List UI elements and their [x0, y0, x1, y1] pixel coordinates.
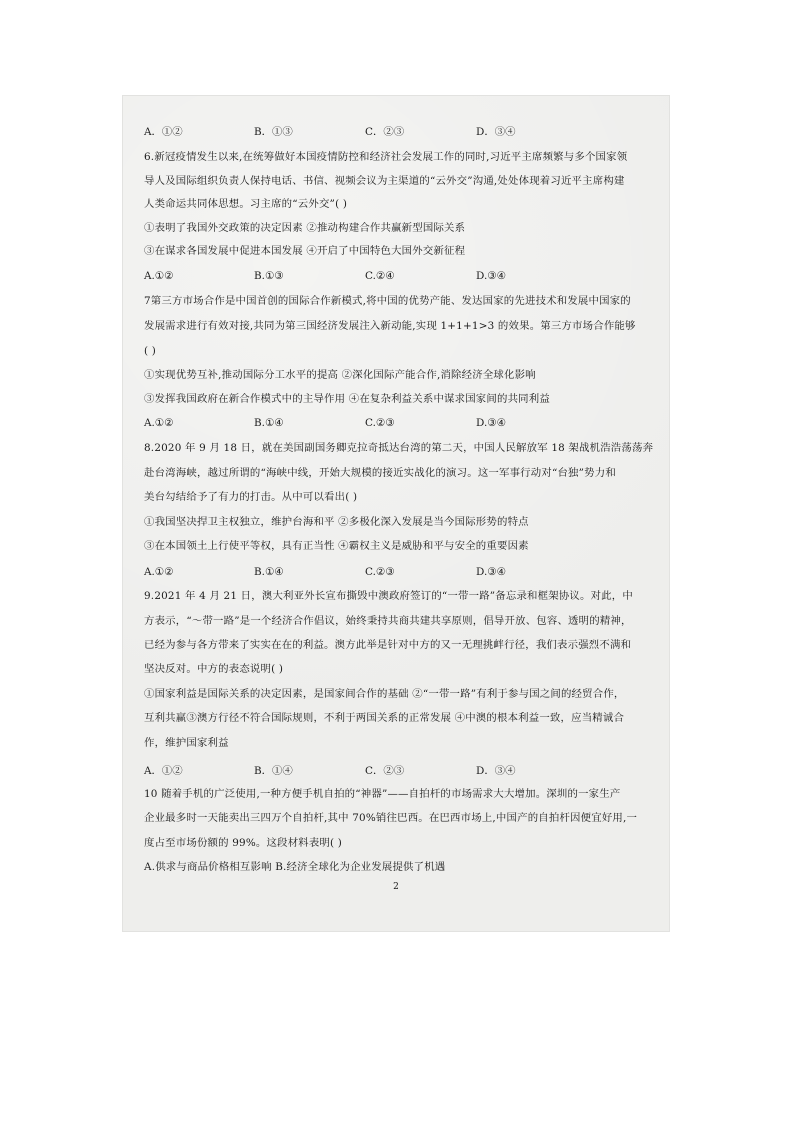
q9-statements-3: 作，维护国家利益 — [144, 737, 229, 749]
scanned-exam-page — [123, 96, 669, 931]
option-d: D.③④ — [476, 270, 506, 282]
q9-stem-line-2: 方表示，“～带一路”是一个经济合作倡议，始终秉持共商共建共享原则，倡导开放、包容、透明的精神， — [144, 615, 632, 627]
option-d: D．③④ — [476, 765, 516, 777]
q8-stem-line-1: 8.2020 年 9 月 18 日，就在美国副国务卿克拉奇抵达台湾的第二天，中国人民解放军 18 架战机浩浩荡荡奔 — [144, 442, 654, 454]
q9-options — [144, 762, 654, 776]
q9-statements-1: ①国家利益是国际关系的决定因素，是国家间合作的基础 ②“一带一路”有利于参与国之间的经贸合作， — [144, 688, 625, 700]
option-a: A．①② — [144, 765, 183, 777]
q8-statements-1: ①我国坚决捍卫主权独立，维护台海和平 ②多极化深入发展是当今国际形势的特点 — [144, 516, 529, 528]
q10-stem-line-2: 企业最多时一天能卖出三四万个自拍杆,其中 70%销往巴西。在巴西市场上,中国产的自拍杆因便宜好用,一 — [144, 812, 638, 824]
q7-stem-line-2: 发展需求进行有效对接,共同为第三国经济发展注入新动能,实现 1+1+1>3 的效果。第三方市场合作能够 — [144, 320, 636, 332]
option-b: B.①③ — [254, 270, 284, 282]
option-b: B．①④ — [254, 765, 293, 777]
q8-statements-2: ③在本国领土上行使平等权，具有正当性 ④霸权主义是威胁和平与安全的重要因素 — [144, 540, 529, 552]
q9-stem-line-3: 已经为参与各方带来了实实在在的利益。澳方此举是针对中方的又一无理挑衅行径，我们表示强烈不满和 — [144, 639, 632, 651]
q7-stem-line-1: 7第三方市场合作是中国首创的国际合作新模式,将中国的优势产能、发达国家的先进技术和发展中国家的 — [144, 295, 631, 307]
option-c: C.②③ — [365, 417, 395, 429]
q6-statements-1: ①表明了我国外交政策的决定因素 ②推动构建合作共赢新型国际关系 — [144, 222, 466, 234]
option-a: A.①② — [144, 270, 174, 282]
q10-stem-line-1: 10 随着手机的广泛使用,一种方便手机自拍的“神器”——自拍杆的市场需求大大增加。深圳的一家生产 — [144, 788, 621, 800]
q8-options — [144, 566, 654, 580]
option-b: B.①④ — [254, 566, 284, 578]
q9-statements-2: 互利共赢③澳方行径不符合国际规则，不利于两国关系的正常发展 ④中澳的根本利益一致，应当精诚合 — [144, 712, 625, 724]
option-a: A.①② — [144, 566, 174, 578]
q6-stem-line-1: 6.新冠疫情发生以来,在统筹做好本国疫情防控和经济社会发展工作的同时,习近平主席频繁与多个国家领 — [144, 151, 628, 163]
option-c: C.②④ — [365, 270, 395, 282]
q6-stem-line-3: 人类命运共同体思想。习主席的“云外交”( ) — [144, 198, 348, 210]
q6-options — [144, 270, 654, 284]
option-a: A.①② — [144, 417, 174, 429]
q6-statements-2: ③在谋求各国发展中促进本国发展 ④开启了中国特色大国外交新征程 — [144, 245, 466, 257]
option-c: C.②③ — [365, 566, 395, 578]
q7-statements-1: ①实现优势互补,推动国际分工水平的提高 ②深化国际产能合作,消除经济全球化影响 — [144, 369, 536, 381]
option-b: B.①④ — [254, 417, 284, 429]
option-d: D．③④ — [476, 126, 516, 138]
options-row-prev — [144, 123, 654, 137]
q6-stem-line-2: 导人及国际组织负责人保持电话、书信、视频会议为主渠道的“云外交”沟通,处处体现着习近平主席构建 — [144, 175, 625, 187]
q8-stem-line-3: 美台勾结给予了有力的打击。从中可以看出( ) — [144, 491, 358, 503]
q7-options — [144, 417, 654, 431]
q9-stem-line-1: 9.2021 年 4 月 21 日，澳大利亚外长宣布撕毁中澳政府签订的“一带一路”备忘录和框架协议。对此，中 — [144, 590, 633, 602]
option-b: B．①③ — [254, 126, 293, 138]
q7-statements-2: ③发挥我国政府在新合作模式中的主导作用 ④在复杂利益关系中谋求国家间的共同利益 — [144, 393, 550, 405]
q8-stem-line-2: 赴台湾海峡，越过所谓的“海峡中线，开始大规模的接近实战化的演习。这一军事行动对“台独”势力和 — [144, 467, 616, 479]
q10-options-ab: A.供求与商品价格相互影响 B.经济全球化为企业发展提供了机遇 — [144, 861, 446, 873]
option-d: D.③④ — [476, 566, 506, 578]
option-c: C．②③ — [365, 126, 405, 138]
q9-stem-line-4: 坚决反对。中方的表态说明( ) — [144, 663, 284, 675]
option-c: C．②③ — [365, 765, 405, 777]
option-a: A．①② — [144, 126, 183, 138]
option-d: D.③④ — [476, 417, 506, 429]
page-number: 2 — [393, 882, 399, 892]
q10-stem-line-3: 度占至市场份额的 99%。这段材料表明( ) — [144, 837, 343, 849]
q7-stem-line-3: ( ) — [144, 345, 157, 357]
